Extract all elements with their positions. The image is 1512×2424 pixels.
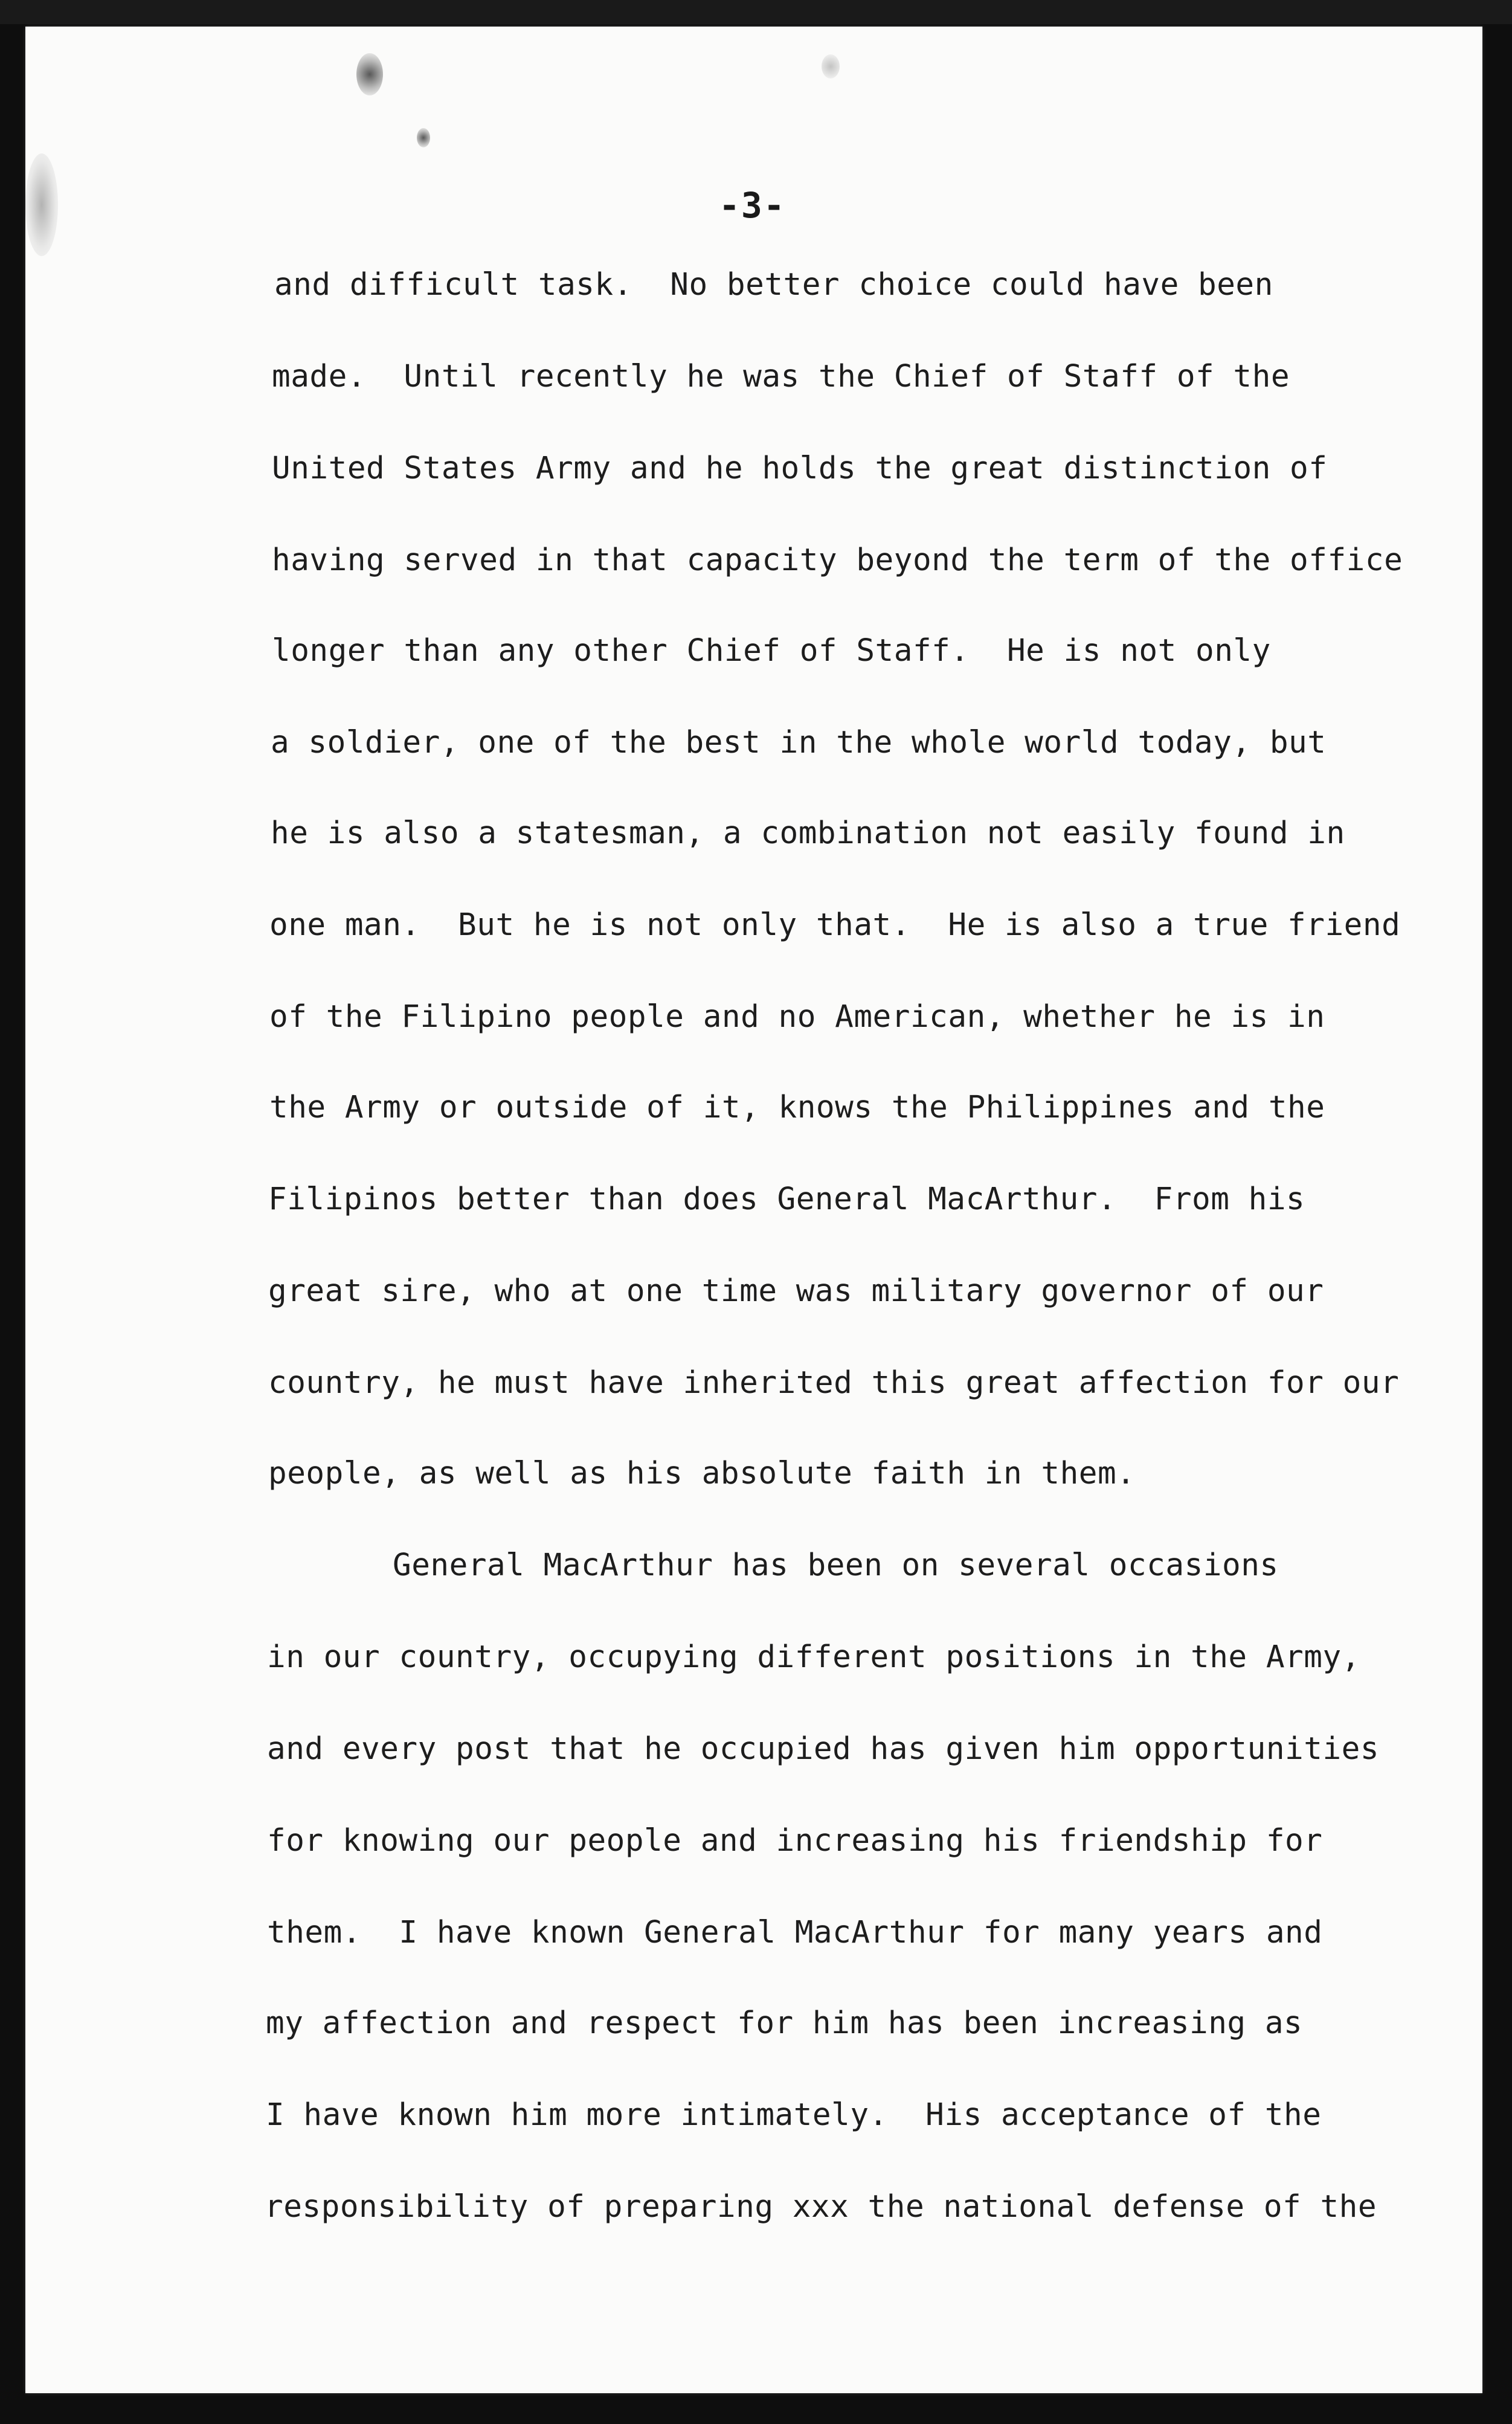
text-line: great sire, who at one time was military governor of our [268, 1273, 1324, 1309]
text-line: of the Filipino people and no American, whether he is in [269, 999, 1325, 1035]
ink-smudge [822, 54, 840, 79]
text-line-indented: General MacArthur has been on several occasions [393, 1548, 1279, 1583]
text-line: United States Army and he holds the great distinction of [272, 451, 1328, 486]
text-line: I have known him more intimately. His acceptance of the [266, 2097, 1322, 2133]
text-line: made. Until recently he was the Chief of Staff of the [272, 359, 1290, 394]
text-line: and difficult task. No better choice could have been [274, 267, 1273, 303]
text-line: he is also a statesman, a combination not easily found in [271, 815, 1345, 851]
text-line: responsibility of preparing xxx the national defense of the [265, 2189, 1377, 2225]
ink-smudge [356, 53, 383, 95]
ink-smudge [417, 128, 430, 147]
text-line: having served in that capacity beyond the term of the office [272, 542, 1403, 578]
text-line: them. I have known General MacArthur for many years and [267, 1915, 1323, 1950]
scan-border [0, 0, 1512, 24]
text-line: my affection and respect for him has been increasing as [266, 2005, 1303, 2041]
text-line: in our country, occupying different positions in the Army, [267, 1639, 1360, 1675]
text-line: country, he must have inherited this great affection for our [268, 1365, 1400, 1401]
text-line: for knowing our people and increasing his friendship for [267, 1823, 1323, 1859]
text-line: and every post that he occupied has given him opportunities [267, 1731, 1380, 1767]
text-line: people, as well as his absolute faith in them. [268, 1456, 1136, 1491]
text-line: the Army or outside of it, knows the Philippines and the [269, 1090, 1325, 1125]
text-line: a soldier, one of the best in the whole world today, but [271, 725, 1327, 760]
ink-smudge [25, 153, 58, 256]
text-line: Filipinos better than does General MacArthur. From his [268, 1181, 1305, 1217]
text-line: one man. But he is not only that. He is also a true friend [269, 907, 1401, 943]
document-page [25, 27, 1482, 2393]
page-number: -3- [719, 185, 786, 226]
text-line: longer than any other Chief of Staff. He is not only [272, 633, 1271, 669]
